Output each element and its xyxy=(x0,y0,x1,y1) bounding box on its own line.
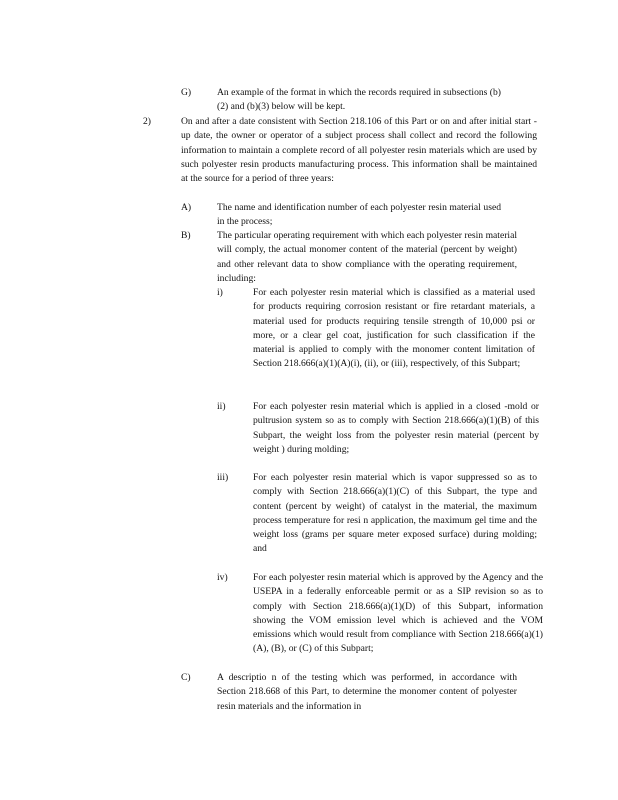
item-a xyxy=(0,201,618,231)
item-b-i xyxy=(0,286,618,406)
item-b-ii xyxy=(0,400,618,474)
item-b-i-marker: i) xyxy=(217,287,223,298)
item-b-iii-text: For each polyester resin material which is vapor suppressed so as to comply with Section 218.666(a)(1)(C) of this Subpart, the type and content (percent by weight) of catalyst in the material, the maximum process temperature for resi n application, the maximum gel time and the weight loss (grams per square meter exposed surface) during molding; and xyxy=(253,472,537,555)
paragraph-2 xyxy=(0,115,618,205)
item-c-text: A descriptio n of the testing which was performed, in accordance with Section 218.668 of this Part, to determine the monomer content of polyester resin materials and the information in xyxy=(217,672,517,712)
item-c-marker: C) xyxy=(181,672,191,683)
item-c xyxy=(0,671,618,717)
item-a-marker: A) xyxy=(181,202,192,213)
item-g-text: An example of the format in which the records required in subsections (b)(2) and (b)(3) below will be kept. xyxy=(217,87,501,113)
item-b-iv-text: For each polyester resin material which is approved by the Agency and the USEPA in a federally enforceable permit or as a SIP revision so as to comply with Section 218.666(a)(1)(D) of this Subpart, information showing the VOM emission level which is achieved and the VOM emissions which would result from compliance with Section 218.666(a)(1)(A), (B), or (C) of this Subpart; xyxy=(253,572,543,655)
item-b-i-text: For each polyester resin material which is classified as a material used for products requiring corrosion resistant or fire retardant materials, a material used for products requiring tensile strength of 10,000 psi or more, or a clear gel coat, justification for such classification if the material is applied to comply with the monomer content limitation of Section 218.666(a)(1)(A)(i), (ii), or (iii), respectively, of this Subpart; xyxy=(253,287,535,370)
item-b-iv xyxy=(0,571,618,675)
item-b-iii xyxy=(0,471,618,575)
item-b xyxy=(0,229,618,289)
paragraph-2-marker: 2) xyxy=(143,116,151,127)
item-a-text: The name and identification number of each polyester resin material used in the process; xyxy=(217,202,501,228)
item-g-marker: G) xyxy=(181,87,192,98)
item-b-text: The particular operating requirement with which each polyester resin material will comply, the actual monomer content of the material (percent by weight) and other relevant data to show compliance with the operating requirement, including: xyxy=(217,230,517,284)
paragraph-2-text: On and after a date consistent with Section 218.106 of this Part or on and after initial start -up date, the owner or operator of a subject process shall collect and record the following information to maintain a complete record of all polyester resin materials which are used by such polyester resin products manufacturing process. This information shall be maintained at the source for a period of three years: xyxy=(181,116,537,185)
item-b-iii-marker: iii) xyxy=(217,472,229,483)
item-b-iv-marker: iv) xyxy=(217,572,228,583)
item-g xyxy=(0,86,618,116)
item-b-ii-text: For each polyester resin material which is applied in a closed -mold or pultrusion system so as to comply with Section 218.666(a)(1)(B) of this Subpart, the weight loss from the polyester resin material (percent by weight ) during molding; xyxy=(253,401,539,455)
item-b-marker: B) xyxy=(181,230,191,241)
item-b-ii-marker: ii) xyxy=(217,401,226,412)
